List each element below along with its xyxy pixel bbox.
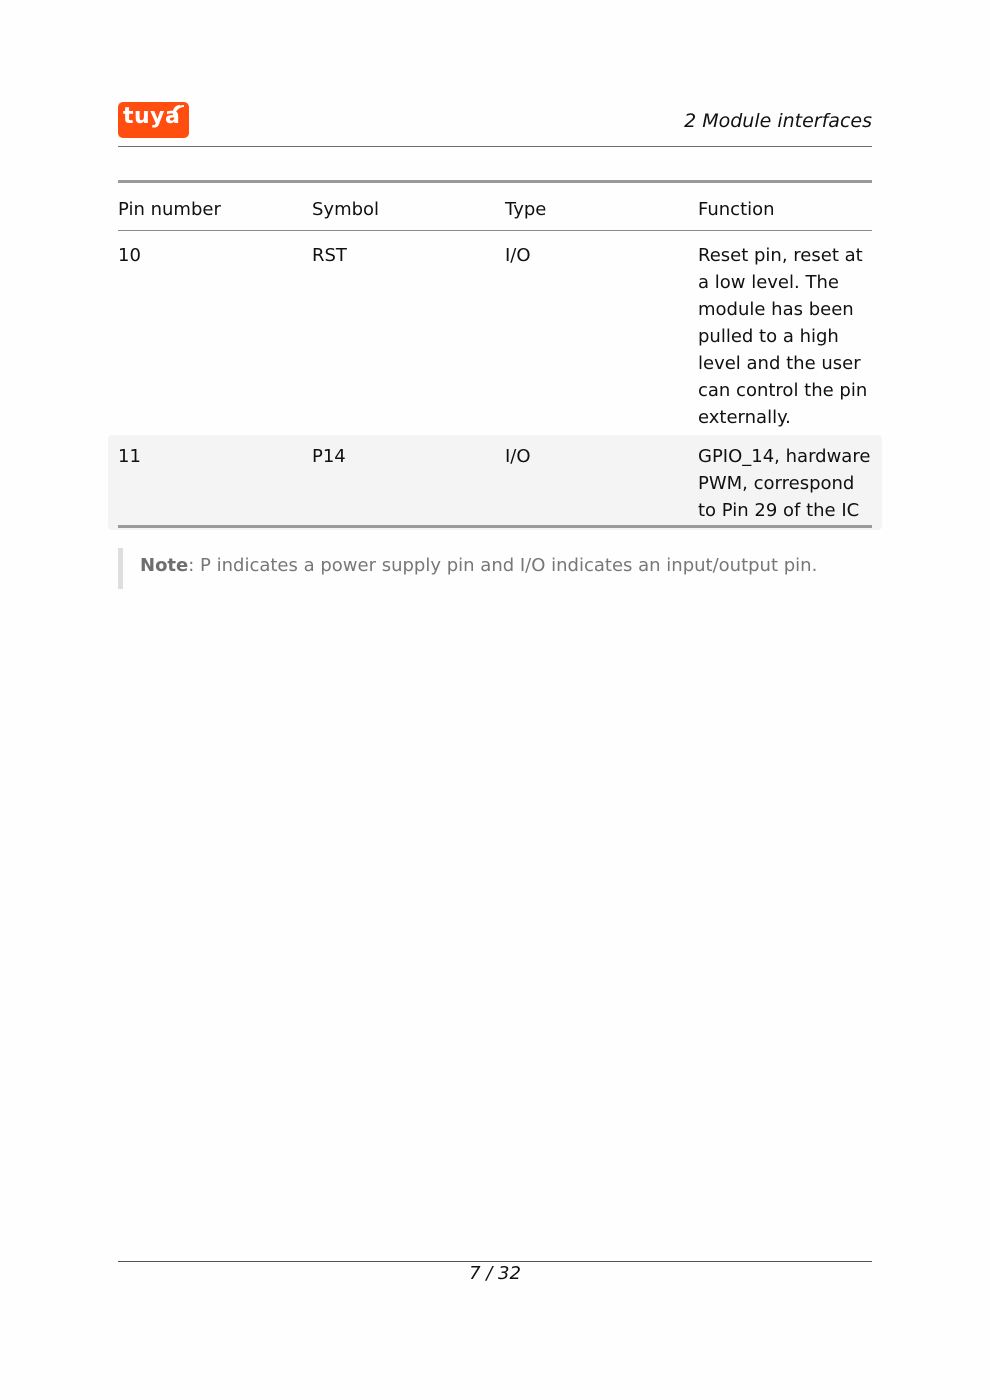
- type-cell: I/O: [505, 245, 531, 266]
- note-label: Note: [140, 555, 189, 576]
- function-line: GPIO_14, hardware: [698, 446, 871, 467]
- function-line: to Pin 29 of the IC: [698, 500, 860, 521]
- function-cell: [698, 242, 872, 435]
- table-row: [118, 231, 872, 435]
- note-text: : P indicates a power supply pin and I/O indicates an input/output pin.: [188, 555, 818, 576]
- function-line: Reset pin, reset at: [698, 245, 863, 266]
- note-callout: [118, 548, 872, 589]
- function-cell: [698, 443, 872, 530]
- logo-text: tuya: [123, 104, 181, 129]
- page-number: 7 / 32: [469, 1263, 521, 1284]
- wifi-signal-icon: [172, 104, 186, 118]
- function-line: pulled to a high: [698, 326, 839, 347]
- column-header-pin-number: Pin number: [118, 199, 221, 220]
- pin-number-cell: 11: [118, 446, 141, 467]
- page-header: [118, 100, 872, 147]
- table-row: [108, 435, 882, 530]
- footer-rule: [118, 1261, 872, 1262]
- pin-table: [118, 180, 872, 530]
- symbol-cell: RST: [312, 245, 347, 266]
- symbol-cell: P14: [312, 446, 346, 467]
- function-line: a low level. The: [698, 272, 839, 293]
- column-header-type: Type: [505, 199, 547, 220]
- table-header: [118, 183, 872, 231]
- tuya-logo: [118, 102, 189, 138]
- column-header-function: Function: [698, 199, 775, 220]
- function-line: can control the pin: [698, 380, 868, 401]
- column-header-symbol: Symbol: [312, 199, 380, 220]
- function-line: PWM, correspond: [698, 473, 855, 494]
- function-line: module has been: [698, 299, 854, 320]
- function-line: level and the user: [698, 353, 861, 374]
- chapter-title: 2 Module interfaces: [684, 110, 872, 132]
- table-bottom-rule: [118, 525, 872, 528]
- function-line: externally.: [698, 407, 791, 428]
- type-cell: I/O: [505, 446, 531, 467]
- pin-number-cell: 10: [118, 245, 141, 266]
